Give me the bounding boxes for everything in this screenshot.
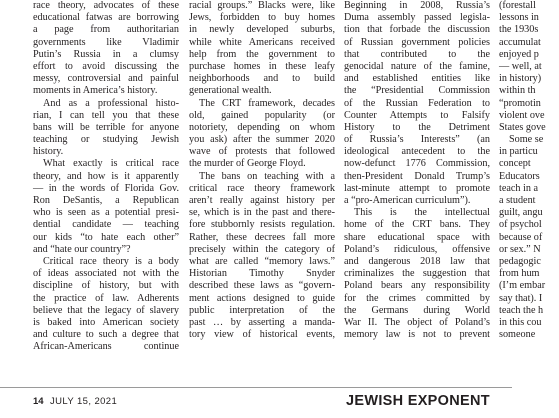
publication-name: JEWISH EXPONENT bbox=[346, 393, 490, 409]
text-line: of Russia’s Interests” (an bbox=[344, 134, 490, 146]
text-line: memory law is not to prevent bbox=[344, 329, 490, 341]
text-line: history. bbox=[33, 146, 64, 158]
text-line: of ideas associated not with the bbox=[33, 268, 179, 280]
text-line: within th bbox=[499, 85, 536, 97]
text-line: rian, I can tell you that these bbox=[33, 109, 179, 121]
text-line: Historian Timothy Snyder bbox=[189, 268, 335, 280]
text-line: guilt, angu bbox=[499, 207, 543, 219]
text-line: dential candidate — teaching bbox=[33, 219, 179, 231]
text-line: effort to avoid discussing the bbox=[33, 60, 179, 72]
text-line: bans will be terrible for anyone bbox=[33, 121, 179, 133]
text-line: moments in America’s history. bbox=[33, 85, 158, 97]
text-line: The bans on teaching with a bbox=[199, 170, 335, 182]
text-line: pedagogic bbox=[499, 255, 541, 267]
text-line: criminalizes the suggestion that bbox=[344, 268, 490, 280]
text-line: Poland’s ridiculous, offensive bbox=[344, 243, 490, 255]
text-line: Critical race theory is a body bbox=[43, 255, 179, 267]
text-line: States gove bbox=[499, 121, 546, 133]
text-line: Poland bears any responsibility bbox=[344, 280, 490, 292]
text-line: while white Americans received bbox=[189, 36, 335, 48]
text-line: described these laws as “govern- bbox=[189, 280, 335, 292]
text-line: and culture to such a degree that bbox=[33, 329, 179, 341]
text-line: African-Americans continue bbox=[33, 341, 179, 353]
text-line: share educational space with bbox=[344, 231, 490, 243]
text-line: enjoyed p bbox=[499, 48, 539, 60]
text-line: say that). I bbox=[499, 292, 543, 304]
text-line: the 1930s bbox=[499, 24, 539, 36]
issue-date: JULY 15, 2021 bbox=[50, 396, 118, 407]
text-line: The CRT framework, decades bbox=[199, 97, 335, 109]
text-line: governments like Vladimir bbox=[33, 36, 179, 48]
text-line: teach in a bbox=[499, 182, 539, 194]
text-line: critical race theory framework bbox=[189, 182, 335, 194]
text-line: lessons in bbox=[499, 12, 539, 24]
article-column-2 bbox=[189, 0, 335, 341]
text-line: help from the government to bbox=[189, 48, 335, 60]
text-line: then-President Donald Trump’s bbox=[344, 170, 490, 182]
text-line: Beginning in 2008, Russia’s bbox=[344, 0, 490, 11]
text-line: race theory, advocates of these bbox=[33, 0, 179, 11]
text-line: the Germans during World bbox=[344, 304, 490, 316]
text-line: concept bbox=[499, 158, 531, 170]
text-line: War II. The object of Poland’s bbox=[344, 316, 490, 328]
text-line: Duma assembly passed legisla- bbox=[344, 12, 490, 24]
text-line: public interpretation of the bbox=[189, 304, 335, 316]
text-line: racial groups.” Blacks were, like bbox=[189, 0, 335, 11]
text-line: — in the words of Florida Gov. bbox=[33, 182, 179, 194]
text-line: theory, and how is it apparently bbox=[33, 170, 179, 182]
page-number: 14 bbox=[33, 396, 44, 407]
text-line: Jews, forbidden to buy homes bbox=[189, 12, 335, 24]
text-line: — well, at bbox=[499, 60, 542, 72]
text-line: because of bbox=[499, 231, 543, 243]
text-line: the “Presidential Commission bbox=[344, 85, 490, 97]
text-line: what are called “memory laws.” bbox=[189, 255, 335, 267]
footer-divider bbox=[0, 387, 512, 388]
text-line: of Russian government policies bbox=[344, 36, 490, 48]
text-line: a page from authoritarian bbox=[33, 24, 179, 36]
text-line: is baked into American society bbox=[33, 316, 179, 328]
text-line: educational fatwas are borrowing bbox=[33, 12, 179, 24]
text-line: purchase homes in these leafy bbox=[189, 60, 335, 72]
text-line: in this cou bbox=[499, 316, 542, 328]
text-line: Ron DeSantis, a Republican bbox=[33, 195, 179, 206]
text-line: Some se bbox=[509, 134, 544, 146]
text-line: notoriety, depending on whom bbox=[189, 121, 335, 133]
page-footer bbox=[33, 393, 512, 413]
text-line: ment actions designed to guide bbox=[189, 292, 335, 304]
text-line: now-defunct 1776 Commission, bbox=[344, 158, 490, 170]
text-line: believe that the legacy of slavery bbox=[33, 304, 179, 316]
text-line: and “hate our country”? bbox=[33, 243, 131, 255]
text-line: someone bbox=[499, 329, 536, 341]
text-line: (I’m embar bbox=[499, 280, 546, 292]
text-line: neighborhoods and to build bbox=[189, 73, 335, 85]
text-line: “promotin bbox=[499, 97, 541, 109]
text-line: or sex.” N bbox=[499, 243, 541, 255]
text-line: generational wealth. bbox=[189, 85, 272, 97]
text-line: the murder of George Floyd. bbox=[189, 158, 306, 170]
text-line: tion that forbade the discussion bbox=[344, 24, 490, 36]
text-line: What exactly is critical race bbox=[43, 158, 179, 170]
text-line: a “pro-American curriculum”). bbox=[344, 195, 471, 206]
text-line: And as a professional histo- bbox=[43, 97, 179, 109]
text-line: home of the CRT bans. They bbox=[344, 219, 490, 231]
text-line: of psychol bbox=[499, 219, 542, 231]
text-line: teach the h bbox=[499, 304, 544, 316]
text-line: violent ove bbox=[499, 109, 545, 121]
text-line: Counter Attempts to Falsify bbox=[344, 109, 490, 121]
text-line: fore stubbornly resists regulation. bbox=[189, 219, 335, 231]
text-line: old, gained popularity (or bbox=[189, 109, 335, 121]
text-line: you ask) after the summer 2020 bbox=[189, 134, 335, 146]
text-line: (forestall bbox=[499, 0, 536, 11]
text-line: aren’t really against history per bbox=[189, 195, 335, 206]
text-line: last-minute attempt to promote bbox=[344, 182, 490, 194]
text-line: tory view of historical events, bbox=[189, 329, 335, 341]
text-line: Rather, these decrees fall more bbox=[189, 231, 335, 243]
text-line: our kids “to hate each other” bbox=[33, 231, 179, 243]
article-column-1 bbox=[33, 0, 179, 353]
text-line: and established entities like bbox=[344, 73, 490, 85]
text-line: genocidal nature of the famine, bbox=[344, 60, 490, 72]
text-line: in history) bbox=[499, 73, 542, 85]
text-line: wave of protests that followed bbox=[189, 146, 335, 158]
text-line: ideological antecedent to the bbox=[344, 146, 490, 158]
text-line: a student bbox=[499, 195, 536, 206]
text-line: teaching or studying Jewish bbox=[33, 134, 179, 146]
text-line: accumulat bbox=[499, 36, 541, 48]
text-line: that contributed to the bbox=[344, 48, 490, 60]
text-line: Putin’s Russia in a clumsy bbox=[33, 48, 179, 60]
article-column-3 bbox=[344, 0, 490, 341]
text-line: Educators bbox=[499, 170, 540, 182]
text-line: of the Russian Federation to bbox=[344, 97, 490, 109]
text-line: se, which is in the past and there- bbox=[189, 207, 335, 219]
text-line: discipline of history, but with bbox=[33, 280, 179, 292]
text-line: precisely within the category of bbox=[189, 243, 335, 255]
text-line: in newly developed suburbs, bbox=[189, 24, 335, 36]
text-line: and dangerous 2018 law that bbox=[344, 255, 490, 267]
text-line: the practice of law. Adherents bbox=[33, 292, 179, 304]
article-column-4 bbox=[499, 0, 559, 341]
text-line: who is seen as a potential presi- bbox=[33, 207, 179, 219]
text-line: for the crimes committed by bbox=[344, 292, 490, 304]
text-line: History to the Detriment bbox=[344, 121, 490, 133]
text-line: messy, controversial and painful bbox=[33, 73, 179, 85]
text-line: in particu bbox=[499, 146, 538, 158]
text-line: past … by asserting a manda- bbox=[189, 316, 335, 328]
text-line: from hum bbox=[499, 268, 540, 280]
text-line: This is the intellectual bbox=[354, 207, 490, 219]
